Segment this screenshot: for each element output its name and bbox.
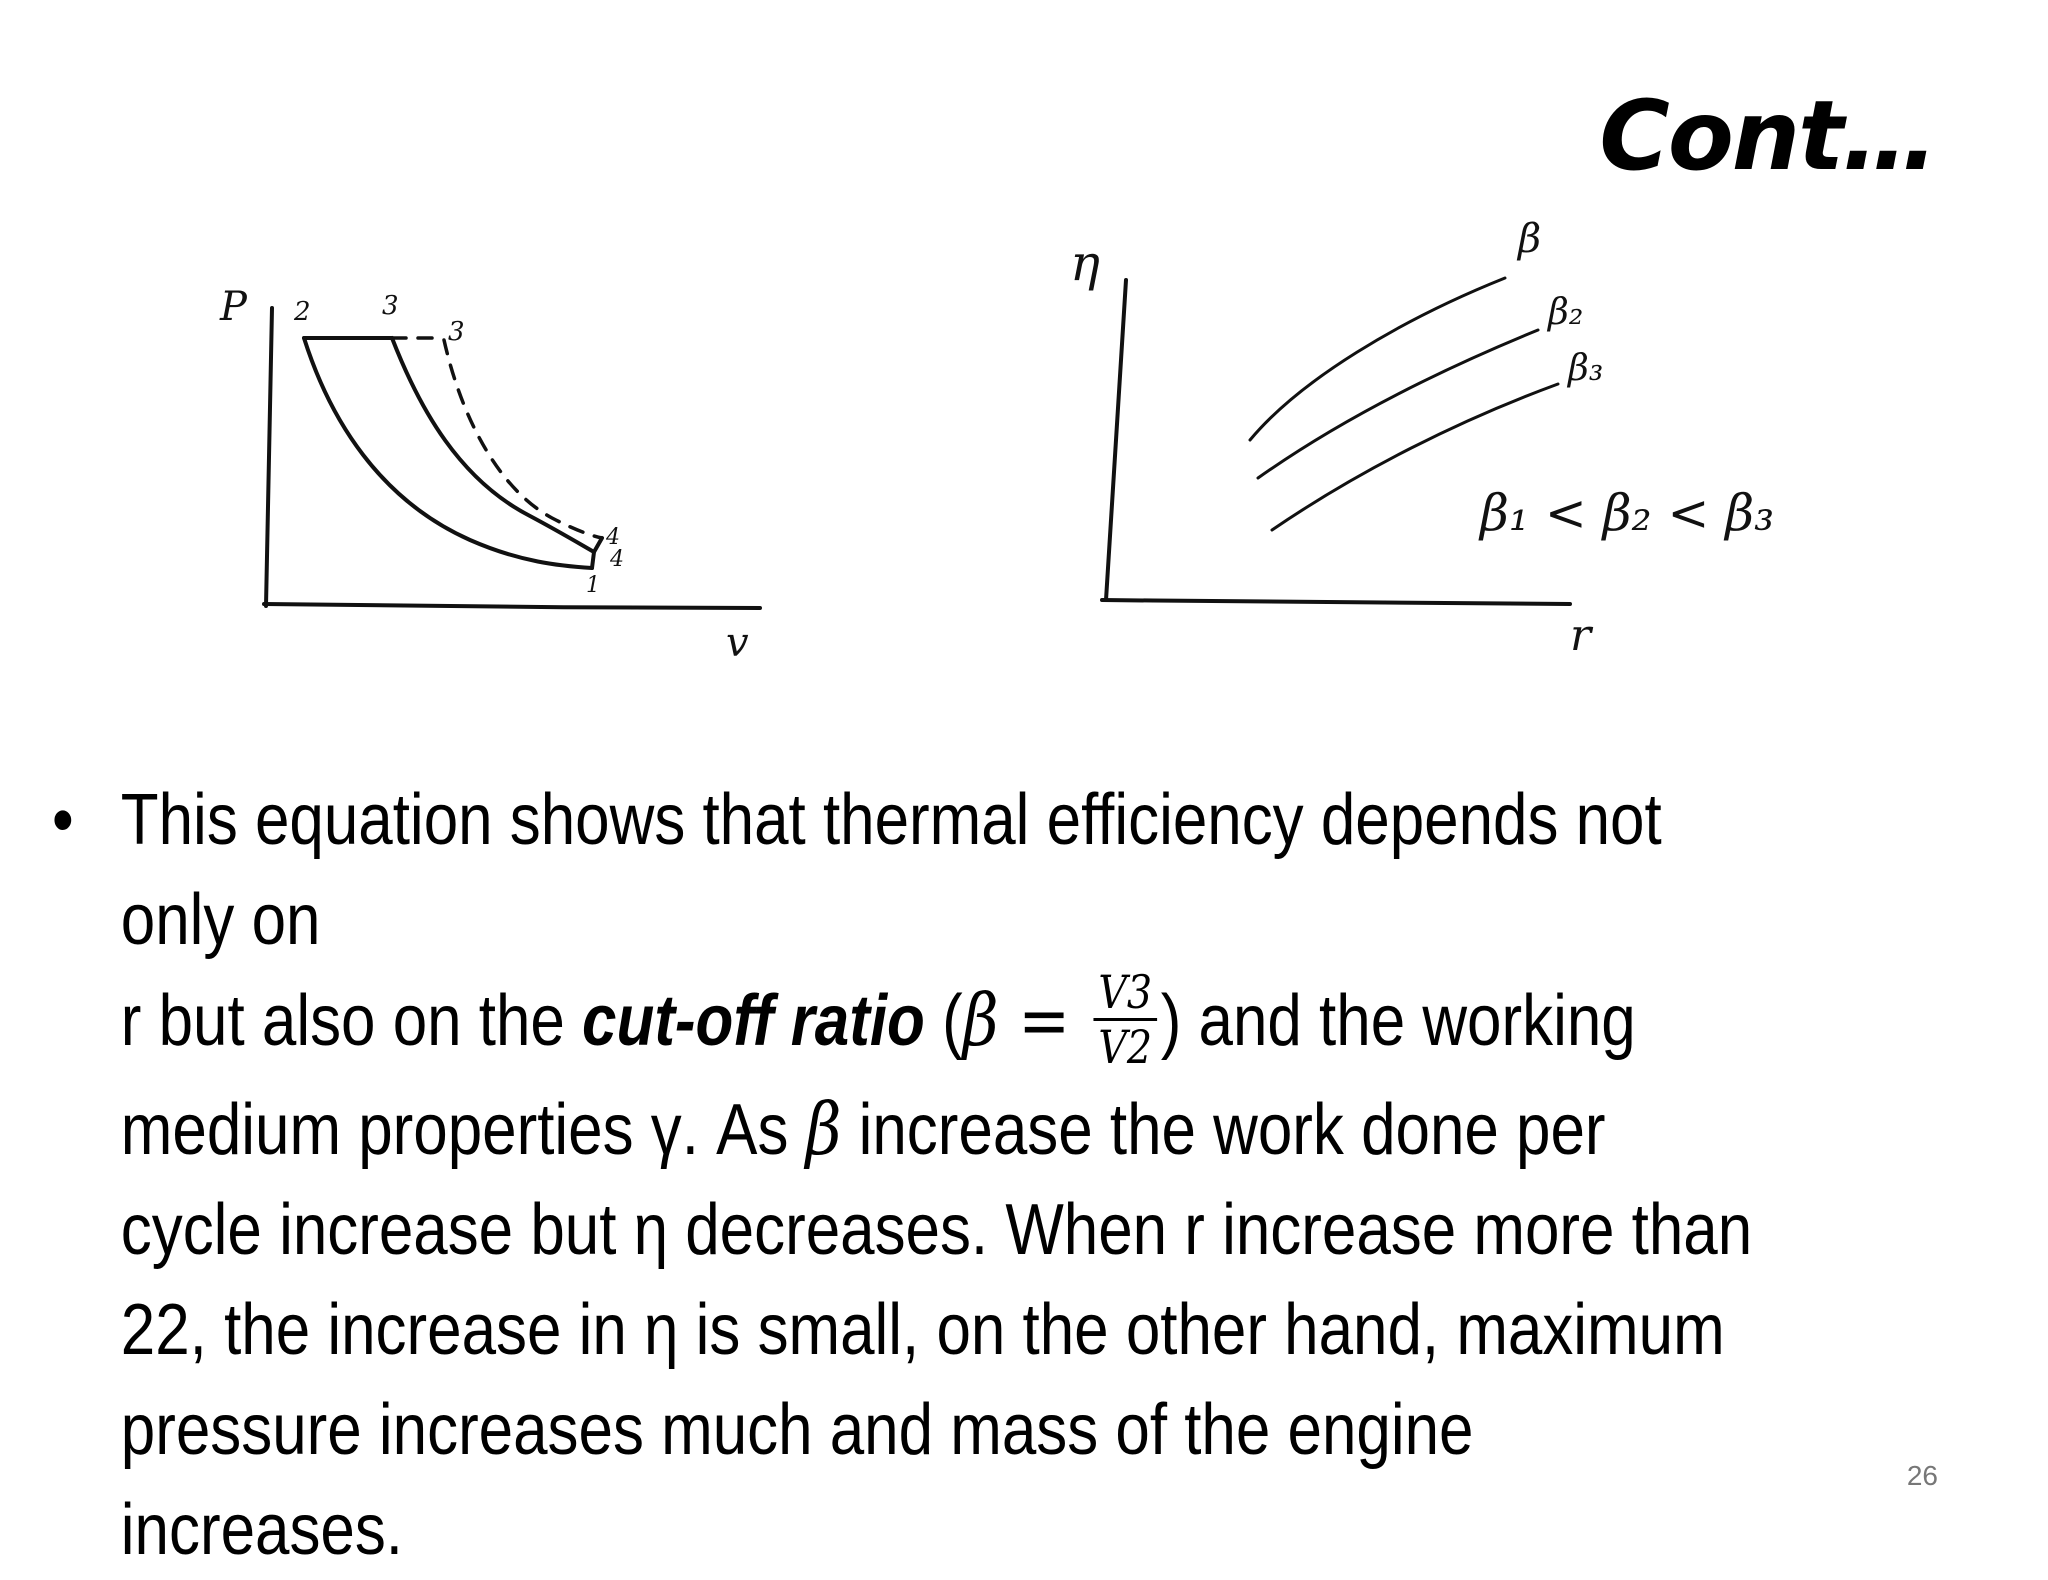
pv-exhaust-line: [592, 538, 602, 568]
eff-curve-beta2-label: β₂: [1548, 292, 1584, 333]
body-line-1: This equation shows that thermal efficiency depends not only on: [120, 780, 1662, 960]
eff-y-axis: [1106, 280, 1126, 600]
equals-sign: =: [998, 978, 1090, 1062]
pv-y-axis-label: P: [220, 284, 247, 330]
pv-point-4-dash-label: 4: [606, 525, 620, 550]
pv-expansion-curve-dashed: [444, 340, 602, 538]
eff-curve-beta3-label: β₃: [1568, 348, 1604, 389]
pv-x-axis: [264, 604, 760, 608]
bullet-item: [52, 770, 1755, 1580]
eff-y-axis-label: η: [1070, 234, 1100, 292]
pv-point-3-dash-label: 3: [448, 317, 465, 347]
pv-x-axis-label: v: [726, 620, 749, 666]
beta-symbol-2: β: [805, 1087, 842, 1172]
volume-ratio-fraction: [1093, 966, 1157, 1073]
body-text-after-fraction: ) and the working medium properties γ. As: [120, 981, 1636, 1171]
pv-compression-curve: [304, 338, 592, 568]
body-text-before-emphasis: r but also on the: [120, 981, 583, 1061]
paren-open: (: [924, 981, 963, 1061]
pv-expansion-curve: [392, 338, 594, 552]
bullet-marker: •: [52, 780, 74, 860]
body-paragraph: [52, 770, 1755, 1580]
pv-diagram: [200, 270, 820, 670]
pv-point-3-label: 3: [382, 291, 399, 321]
eff-x-axis-label: r: [1570, 610, 1592, 661]
pv-y-axis: [266, 308, 272, 606]
bullet-text: [121, 770, 1755, 1580]
body-text-rest: increase the work done per cycle increase but η decreases. When r increase more than 22, the increase in η is small, on the other hand, maximum pressure increases much and mass of the engine increases.: [120, 1090, 1753, 1571]
page-number: 26: [1906, 1460, 1938, 1491]
cut-off-ratio-term: cut-off ratio: [582, 981, 925, 1061]
eff-beta-relation: β₁ < β₂ < β₃: [1480, 484, 1775, 542]
fraction-denominator: V2: [1098, 1020, 1153, 1075]
beta-symbol: β: [962, 978, 999, 1062]
eff-curve-beta1-label: β: [1518, 216, 1542, 262]
pv-point-2-label: 2: [294, 297, 311, 327]
eff-x-axis: [1102, 600, 1570, 604]
pv-point-1-label: 1: [586, 573, 600, 598]
eff-curve-beta1: [1250, 278, 1505, 440]
efficiency-diagram: [1040, 200, 1840, 670]
pv-point-4-label: 4: [610, 547, 624, 572]
slide-title: Cont…: [1599, 80, 1936, 192]
fraction-numerator: V3: [1093, 966, 1157, 1021]
